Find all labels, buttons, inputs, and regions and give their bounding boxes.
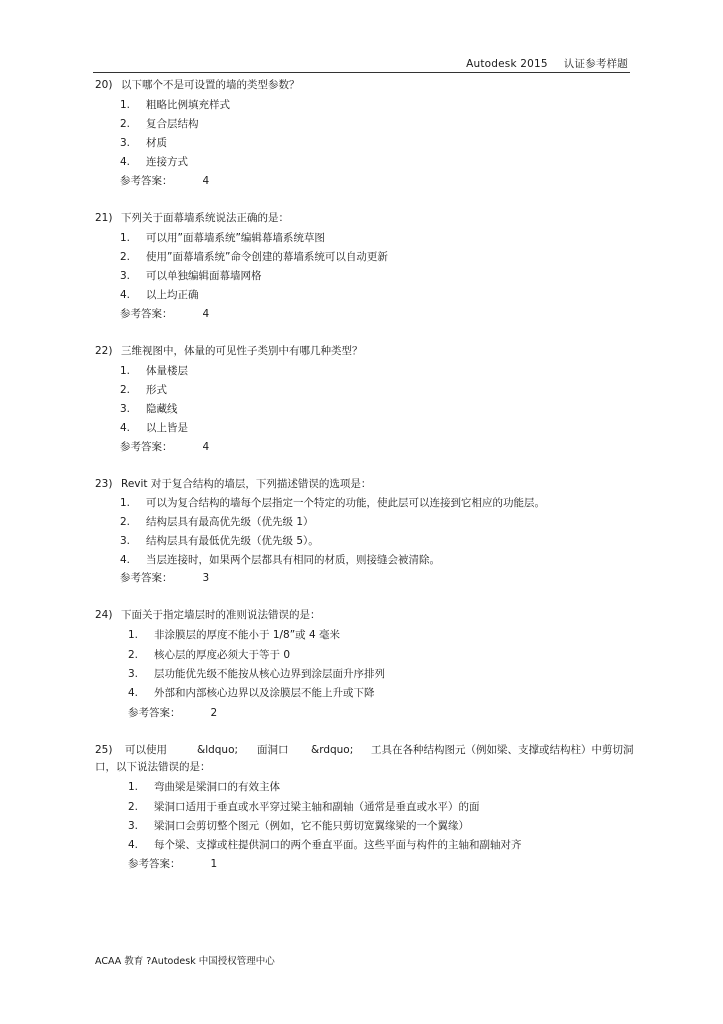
option-item: 1. 可以用”面幕墙系统”编辑幕墙系统草图 [120,232,325,244]
question-text-continued: 口，以下说法错误的是： [95,761,211,773]
answer-line [120,173,209,188]
question-text: 下面关于指定墙层时的准则说法错误的是： [121,609,321,621]
question-title: 25) 可以使用 &ldquo; 面洞口 &rdquo; 工具在各种结构图元（例如梁、支撑或结构柱）中剪切洞 [95,744,634,756]
header-title: Autodesk 2015 [466,58,548,70]
question-title [95,476,371,491]
question-number: 21) [95,212,113,224]
question-text: Revit 对于复合结构的墙层，下列描述错误的选项是： [121,478,372,490]
answer-line [120,306,209,321]
option-item: 1. 体量楼层 [120,365,188,377]
option-item: 1. 可以为复合结构的墙每个层指定一个特定的功能，使此层可以连接到它相应的功能层。 [120,497,545,509]
answer-line [120,570,209,585]
header-subtitle: 认证参考样题 [563,58,628,70]
answer-value: 4 [202,441,210,453]
option-item: 4. 以上均正确 [120,289,199,301]
question-text: 下列关于面幕墙系统说法正确的是： [121,212,289,224]
question-number: 20) [95,79,113,91]
answer-label: 参考答案： [128,858,181,870]
option-item: 2. 梁洞口适用于垂直或水平穿过梁主轴和副轴（通常是垂直或水平）的面 [128,801,480,813]
option-item: 3. 隐藏线 [120,403,178,415]
question-number: 25) [95,744,113,756]
option-item: 4. 当层连接时，如果两个层都具有相同的材质，则接缝会被清除。 [120,554,440,566]
option-item: 3. 材质 [120,137,167,149]
page-header [466,56,628,71]
option-item: 2. 使用”面幕墙系统”命令创建的幕墙系统可以自动更新 [120,251,388,263]
question-text: 以下哪个不是可设置的墙的类型参数？ [121,79,300,91]
option-item: 4. 连接方式 [120,156,188,168]
option-item: 3. 可以单独编辑面幕墙网格 [120,270,262,282]
option-item: 3. 层功能优先级不能按从核心边界到涂层面升序排列 [128,668,385,680]
option-item: 1. 粗略比例填充样式 [120,99,230,111]
answer-line [128,856,217,871]
question-title [95,210,289,225]
question-title [95,343,363,358]
option-item: 3. 结构层具有最低优先级（优先级 5）。 [120,535,319,547]
answer-value: 1 [210,858,218,870]
question-number: 23) [95,478,113,490]
answer-value: 4 [202,308,210,320]
answer-line [120,439,209,454]
option-item: 3. 梁洞口会剪切整个图元（例如，它不能只剪切宽翼缘梁的一个翼缘） [128,820,469,832]
answer-line [128,705,217,720]
option-item: 4. 外部和内部核心边界以及涂膜层不能上升或下降 [128,687,375,699]
answer-label: 参考答案： [120,175,173,187]
answer-label: 参考答案： [120,572,173,584]
question-title [95,77,300,92]
option-item: 2. 结构层具有最高优先级（优先级 1） [120,516,314,528]
header-divider [93,72,630,73]
option-item: 4. 每个梁、支撑或柱提供洞口的两个垂直平面。这些平面与构件的主轴和副轴对齐 [128,839,522,851]
option-item: 2. 复合层结构 [120,118,199,130]
answer-label: 参考答案： [120,308,173,320]
question-number: 24) [95,609,113,621]
answer-label: 参考答案： [120,441,173,453]
answer-value: 3 [202,572,210,584]
option-item: 4. 以上皆是 [120,422,188,434]
option-item: 1. 非涂膜层的厚度不能小于 1/8”或 4 毫米 [128,629,341,641]
option-item: 2. 形式 [120,384,167,396]
answer-value: 2 [210,707,218,719]
option-item: 2. 核心层的厚度必须大于等于 0 [128,649,291,661]
option-item: 1. 弯曲梁是梁洞口的有效主体 [128,781,280,793]
page-footer: ACAA 教育 ?Autodesk 中国授权管理中心 [95,956,275,967]
question-title [95,607,321,622]
question-number: 22) [95,345,113,357]
answer-label: 参考答案： [128,707,181,719]
answer-value: 4 [202,175,210,187]
question-text: 三维视图中，体量的可见性子类别中有哪几种类型？ [121,345,363,357]
